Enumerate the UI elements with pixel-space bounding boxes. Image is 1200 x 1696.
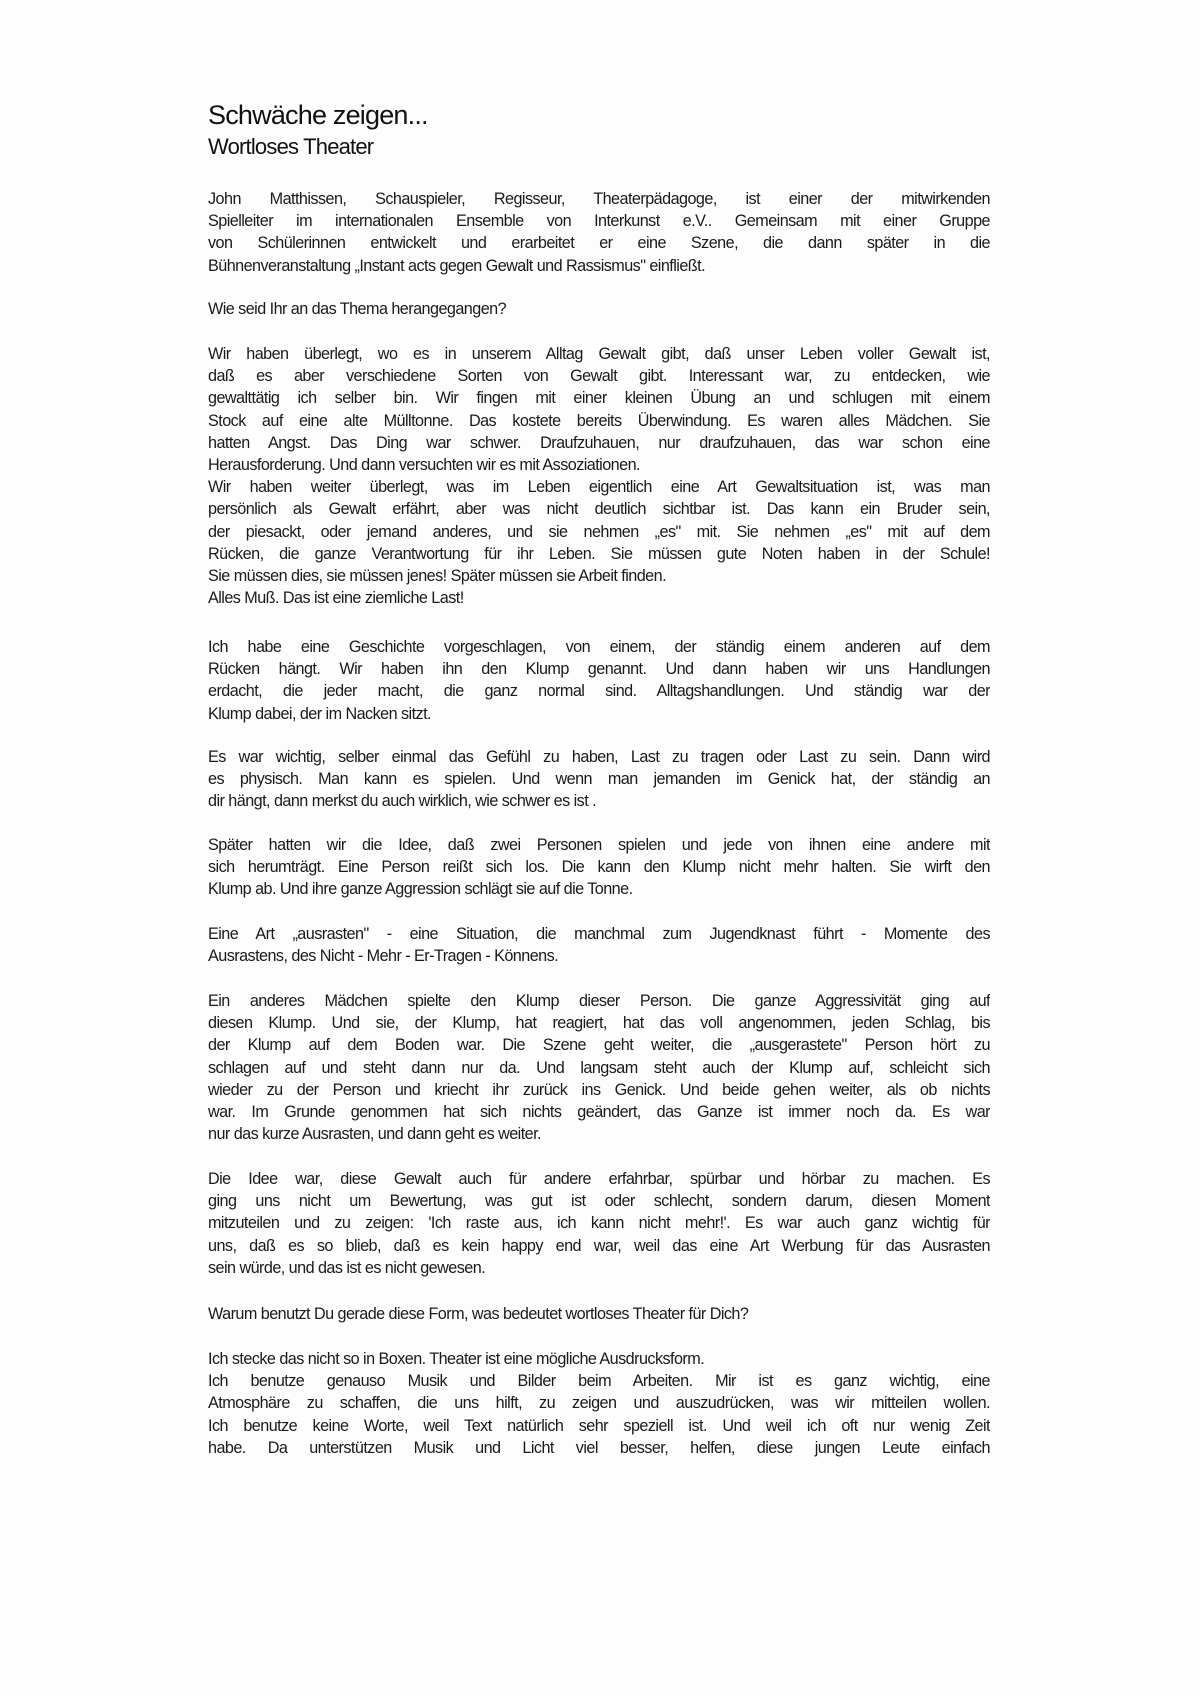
text-line: Ich habe eine Geschichte vorgeschlagen, von einem, der ständig einem anderen auf dem	[208, 638, 990, 656]
text-line: schlagen auf und steht dann nur da. Und langsam steht auch der Klump auf, schleicht sich	[208, 1058, 990, 1077]
text-line: hatten Angst. Das Ding war schwer. Draufzuhauen, nur draufzuhauen, das war schon eine	[208, 433, 990, 452]
answer-paragraph	[208, 1168, 990, 1279]
text-line: Bühnenveranstaltung „Instant acts gegen Gewalt und Rassismus" einfließt.	[208, 256, 706, 275]
text-line: Später hatten wir die Idee, daß zwei Personen spielen und jede von ihnen eine andere mit	[208, 836, 990, 854]
answer-paragraph	[208, 746, 990, 813]
text-line: sein würde, und das ist es nicht gewesen.	[208, 1258, 486, 1277]
text-line: daß es aber verschiedene Sorten von Gewalt gibt. Interessant war, zu entdecken, wie	[208, 367, 990, 386]
text-line: erdacht, die jeder macht, die ganz normal sind. Alltagshandlungen. Und ständig war der	[208, 682, 990, 701]
text-line: der Klump auf dem Boden war. Die Szene geht weiter, die „ausgerastete" Person hört zu	[208, 1036, 990, 1055]
text-line: Warum benutzt Du gerade diese Form, was bedeutet wortloses Theater für Dich?	[208, 1305, 749, 1323]
answer-paragraph	[208, 990, 990, 1145]
text-line: Wir haben überlegt, wo es in unserem Alltag Gewalt gibt, daß unser Leben voller Gewalt ist,	[208, 345, 990, 363]
text-line: Alles Muß. Das ist eine ziemliche Last!	[208, 589, 464, 608]
text-line: habe. Da unterstützen Musik und Licht viel besser, helfen, diese jungen Leute einfach	[208, 1438, 990, 1457]
interview-question	[208, 1303, 990, 1325]
text-line: wieder zu der Person und kriecht ihr zurück ins Genick. Und beide gehen weiter, als ob nichts	[208, 1080, 990, 1099]
intro-paragraph	[208, 188, 990, 277]
text-line: Klump dabei, der im Nacken sitzt.	[208, 704, 431, 723]
text-line: Ich stecke das nicht so in Boxen. Theater ist eine mögliche Ausdrucksform.	[208, 1350, 705, 1368]
answer-paragraph	[208, 834, 990, 901]
text-line: Sie müssen dies, sie müssen jenes! Später müssen sie Arbeit finden.	[208, 566, 667, 585]
text-line: Spielleiter im internationalen Ensemble von Interkunst e.V.. Gemeinsam mit einer Gruppe	[208, 212, 990, 231]
text-line: Rücken, die ganze Verantwortung für ihr Leben. Sie müssen gute Noten haben in der Schule!	[208, 544, 990, 563]
text-line: Ausrastens, des Nicht - Mehr - Er-Tragen - Könnens.	[208, 947, 559, 966]
text-line: dir hängt, dann merkst du auch wirklich, wie schwer es ist .	[208, 792, 597, 811]
text-line: persönlich als Gewalt erfährt, aber was nicht deutlich sichtbar ist. Das kann ein Bruder sein,	[208, 500, 990, 519]
text-line: Eine Art „ausrasten" - eine Situation, die manchmal zum Jugendknast führt - Momente des	[208, 925, 990, 943]
page-subtitle: Wortloses Theater	[208, 134, 374, 159]
text-line: Ich benutze genauso Musik und Bilder beim Arbeiten. Mir ist es ganz wichtig, eine	[208, 1372, 990, 1391]
answer-paragraph	[208, 1348, 990, 1459]
text-line: Atmosphäre zu schaffen, die uns hilft, zu zeigen und auszudrücken, was wir mitteilen wollen.	[208, 1394, 990, 1413]
answer-paragraph	[208, 636, 990, 725]
page-title: Schwäche zeigen...	[208, 100, 428, 130]
text-line: Ich benutze keine Worte, weil Text natürlich sehr speziell ist. Und weil ich oft nur wenig Zeit	[208, 1416, 990, 1435]
text-line: war. Im Grunde genommen hat sich nichts geändert, das Ganze ist immer noch da. Es war	[208, 1102, 990, 1121]
text-line: gewalttätig ich selber bin. Wir fingen mit einer kleinen Übung an und schlugen mit einem	[208, 389, 990, 408]
interview-question	[208, 298, 990, 320]
text-line: von Schülerinnen entwickelt und erarbeitet er eine Szene, die dann später in die	[208, 234, 990, 253]
text-line: Stock auf eine alte Mülltonne. Das kostete bereits Überwindung. Es waren alles Mädchen. Sie	[208, 411, 990, 430]
text-line: der piesackt, oder jemand anderes, und sie nehmen „es" mit. Sie nehmen „es" mit auf dem	[208, 522, 990, 541]
text-line: John Matthissen, Schauspieler, Regisseur, Theaterpädagoge, ist einer der mitwirkenden	[208, 190, 990, 208]
text-line: Die Idee war, diese Gewalt auch für andere erfahrbar, spürbar und hörbar zu machen. Es	[208, 1170, 990, 1188]
text-line: es physisch. Man kann es spielen. Und wenn man jemanden im Genick hat, der ständig an	[208, 770, 990, 789]
text-line: Klump ab. Und ihre ganze Aggression schlägt sie auf die Tonne.	[208, 880, 633, 899]
text-line: mitzuteilen und zu zeigen: 'Ich raste aus, ich kann nicht mehr!'. Es war auch ganz wichtig für	[208, 1214, 990, 1233]
text-line: ging uns nicht um Bewertung, was gut ist oder schlecht, sondern darum, diesen Moment	[208, 1192, 990, 1211]
text-line: Rücken hängt. Wir haben ihn den Klump genannt. Und dann haben wir uns Handlungen	[208, 660, 990, 679]
text-line: nur das kurze Ausrasten, und dann geht es weiter.	[208, 1125, 541, 1144]
text-line: Ein anderes Mädchen spielte den Klump dieser Person. Die ganze Aggressivität ging auf	[208, 992, 990, 1010]
text-line: Herausforderung. Und dann versuchten wir es mit Assoziationen.	[208, 455, 640, 474]
text-line: uns, daß es so blieb, daß es kein happy end war, weil das eine Art Werbung für das Ausrasten	[208, 1236, 990, 1255]
text-line: sich herumträgt. Eine Person reißt sich los. Die kann den Klump nicht mehr halten. Sie wirft den	[208, 858, 990, 877]
text-line: Wie seid Ihr an das Thema herangegangen?	[208, 300, 507, 318]
answer-paragraph	[208, 923, 990, 967]
text-line: diesen Klump. Und sie, der Klump, hat reagiert, hat das voll angenommen, jeden Schlag, bis	[208, 1014, 990, 1033]
answer-paragraph	[208, 343, 990, 609]
text-line: Es war wichtig, selber einmal das Gefühl zu haben, Last zu tragen oder Last zu sein. Dann wird	[208, 748, 990, 766]
text-line: Wir haben weiter überlegt, was im Leben eigentlich eine Art Gewaltsituation ist, was man	[208, 478, 990, 497]
